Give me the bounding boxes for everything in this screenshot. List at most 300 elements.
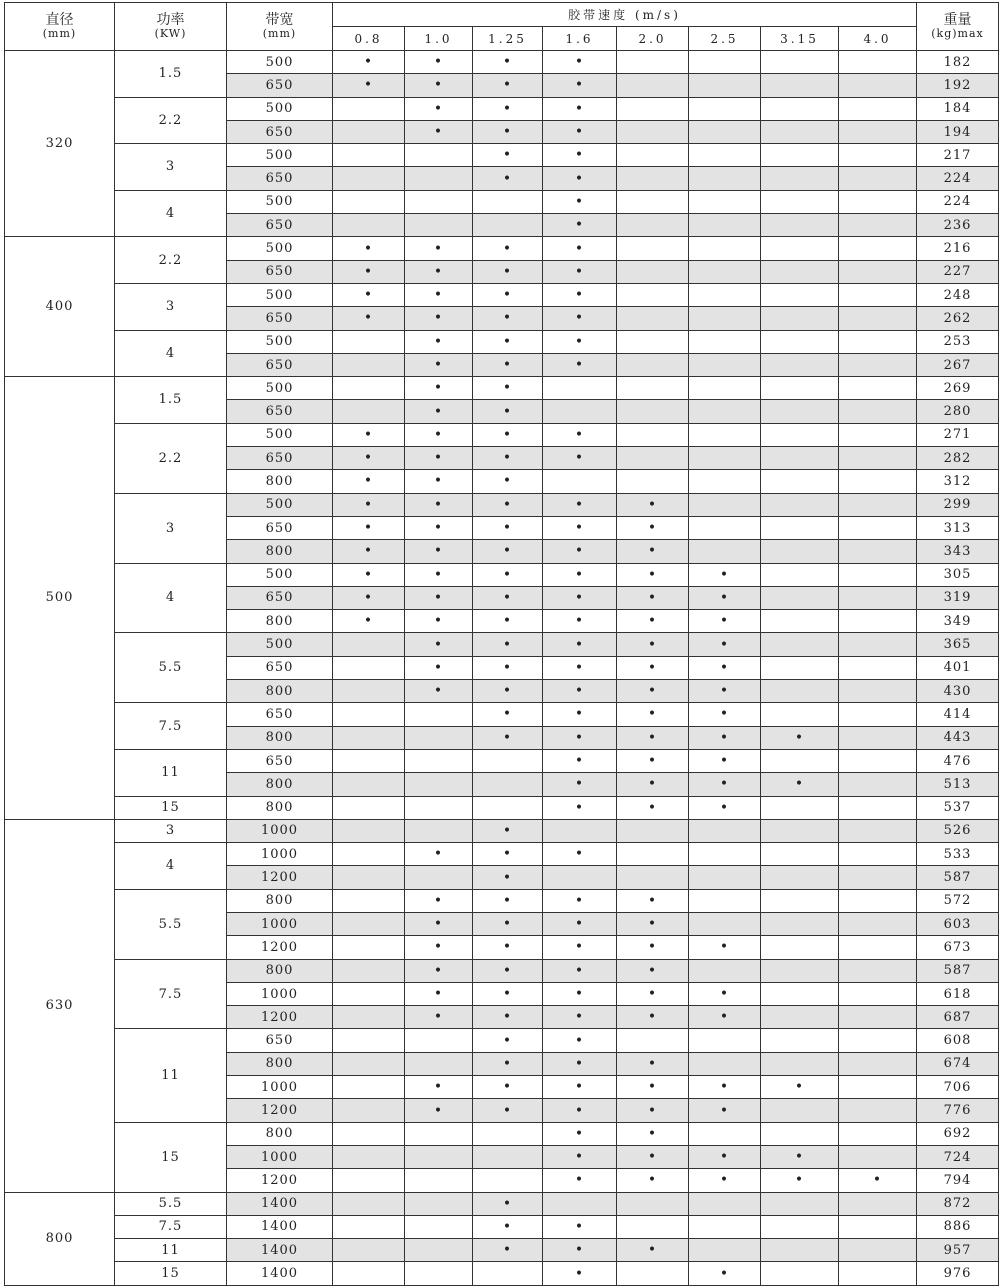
speed-availability-cell (689, 330, 761, 353)
speed-availability-cell (689, 540, 761, 563)
belt-width-cell: 800 (227, 796, 333, 819)
diameter-cell: 630 (5, 819, 115, 1192)
belt-width-cell: 650 (227, 214, 333, 237)
weight-cell: 365 (917, 633, 999, 656)
speed-availability-cell (839, 307, 917, 330)
speed-availability-cell (761, 470, 839, 493)
speed-availability-cell (761, 1006, 839, 1029)
belt-width-cell: 800 (227, 889, 333, 912)
speed-availability-cell: • (405, 97, 473, 120)
speed-availability-cell: • (333, 610, 405, 633)
weight-cell: 401 (917, 656, 999, 679)
speed-availability-cell (761, 703, 839, 726)
speed-availability-cell: • (473, 51, 543, 74)
speed-availability-cell: • (617, 680, 689, 703)
speed-availability-cell: • (405, 260, 473, 283)
speed-availability-cell (761, 749, 839, 772)
table-row (5, 843, 999, 866)
speed-availability-cell (405, 819, 473, 842)
table-row (5, 377, 999, 400)
belt-speed-header: 胶带速度 (m/s) (333, 3, 917, 27)
belt-width-cell: 1000 (227, 1145, 333, 1168)
speed-availability-cell: • (473, 633, 543, 656)
speed-header-cell: 4.0 (839, 27, 917, 51)
speed-availability-cell (839, 51, 917, 74)
speed-availability-cell: • (543, 633, 617, 656)
speed-availability-cell: • (617, 889, 689, 912)
power-cell: 4 (115, 563, 227, 633)
speed-availability-cell (405, 1029, 473, 1052)
belt-width-cell: 650 (227, 74, 333, 97)
speed-availability-cell (839, 423, 917, 446)
speed-availability-cell: • (543, 726, 617, 749)
weight-cell: 537 (917, 796, 999, 819)
speed-availability-cell: • (543, 97, 617, 120)
weight-cell: 414 (917, 703, 999, 726)
speed-availability-cell: • (405, 51, 473, 74)
speed-availability-cell (839, 866, 917, 889)
speed-availability-cell (689, 260, 761, 283)
speed-availability-cell: • (473, 540, 543, 563)
speed-availability-cell: • (473, 819, 543, 842)
belt-width-cell: 1000 (227, 982, 333, 1005)
speed-availability-cell: • (689, 749, 761, 772)
speed-availability-cell: • (543, 1239, 617, 1262)
speed-availability-cell (839, 633, 917, 656)
speed-availability-cell (617, 400, 689, 423)
speed-availability-cell (761, 1239, 839, 1262)
table-row (5, 423, 999, 446)
speed-availability-cell (761, 889, 839, 912)
speed-availability-cell: • (333, 283, 405, 306)
speed-availability-cell (839, 1262, 917, 1285)
speed-availability-cell (761, 493, 839, 516)
belt-width-cell: 500 (227, 493, 333, 516)
speed-availability-cell (617, 51, 689, 74)
speed-availability-cell: • (473, 120, 543, 143)
speed-availability-cell: • (543, 1099, 617, 1122)
speed-availability-cell (543, 400, 617, 423)
speed-availability-cell (617, 447, 689, 470)
speed-availability-cell: • (405, 843, 473, 866)
speed-availability-cell (333, 843, 405, 866)
drum-spec-table (4, 2, 999, 1286)
belt-width-cell: 650 (227, 400, 333, 423)
speed-availability-cell (333, 1239, 405, 1262)
weight-cell: 872 (917, 1192, 999, 1215)
table-row (5, 144, 999, 167)
speed-availability-cell: • (473, 400, 543, 423)
belt-width-cell: 650 (227, 586, 333, 609)
speed-availability-cell (689, 51, 761, 74)
power-cell: 2.2 (115, 97, 227, 144)
speed-availability-cell (333, 796, 405, 819)
power-cell: 4 (115, 330, 227, 377)
speed-availability-cell (333, 377, 405, 400)
power-cell: 4 (115, 190, 227, 237)
speed-availability-cell: • (333, 516, 405, 539)
speed-availability-cell: • (689, 610, 761, 633)
speed-availability-cell (405, 1169, 473, 1192)
speed-availability-cell: • (543, 493, 617, 516)
speed-availability-cell: • (689, 796, 761, 819)
speed-availability-cell: • (689, 656, 761, 679)
belt-width-cell: 650 (227, 749, 333, 772)
speed-availability-cell (761, 214, 839, 237)
belt-width-cell: 500 (227, 563, 333, 586)
speed-availability-cell: • (473, 866, 543, 889)
power-cell: 5.5 (115, 1192, 227, 1215)
speed-availability-cell: • (473, 1052, 543, 1075)
speed-availability-cell: • (761, 726, 839, 749)
speed-availability-cell: • (473, 610, 543, 633)
speed-availability-cell: • (405, 120, 473, 143)
belt-width-cell: 1000 (227, 1076, 333, 1099)
speed-availability-cell: • (543, 260, 617, 283)
speed-availability-cell: • (543, 912, 617, 935)
speed-availability-cell: • (543, 190, 617, 213)
speed-availability-cell: • (689, 703, 761, 726)
speed-availability-cell: • (543, 1145, 617, 1168)
speed-availability-cell: • (543, 843, 617, 866)
power-header (115, 3, 227, 51)
speed-availability-cell: • (543, 796, 617, 819)
speed-availability-cell (689, 1052, 761, 1075)
belt-width-cell: 500 (227, 633, 333, 656)
speed-availability-cell (617, 214, 689, 237)
speed-availability-cell (761, 237, 839, 260)
speed-availability-cell: • (405, 959, 473, 982)
speed-availability-cell (473, 190, 543, 213)
speed-availability-cell (689, 423, 761, 446)
speed-availability-cell (543, 819, 617, 842)
speed-availability-cell (617, 423, 689, 446)
weight-cell: 587 (917, 866, 999, 889)
speed-availability-cell: • (617, 796, 689, 819)
weight-cell: 608 (917, 1029, 999, 1052)
speed-availability-cell (333, 680, 405, 703)
weight-cell: 319 (917, 586, 999, 609)
belt-width-cell: 1200 (227, 1099, 333, 1122)
speed-availability-cell: • (543, 1076, 617, 1099)
speed-availability-cell (839, 214, 917, 237)
speed-availability-cell: • (617, 1122, 689, 1145)
speed-availability-cell (761, 540, 839, 563)
speed-availability-cell (689, 214, 761, 237)
weight-cell: 603 (917, 912, 999, 935)
power-cell: 5.5 (115, 633, 227, 703)
speed-availability-cell (617, 330, 689, 353)
speed-availability-cell (405, 167, 473, 190)
speed-availability-cell: • (473, 1029, 543, 1052)
speed-availability-cell: • (473, 656, 543, 679)
speed-availability-cell (333, 167, 405, 190)
speed-availability-cell (333, 214, 405, 237)
table-row (5, 819, 999, 842)
speed-availability-cell (839, 353, 917, 376)
speed-availability-cell (405, 773, 473, 796)
speed-availability-cell (405, 144, 473, 167)
speed-availability-cell: • (405, 1099, 473, 1122)
weight-cell: 724 (917, 1145, 999, 1168)
speed-availability-cell (333, 1122, 405, 1145)
speed-availability-cell (839, 493, 917, 516)
speed-availability-cell (839, 726, 917, 749)
weight-cell: 253 (917, 330, 999, 353)
speed-availability-cell: • (473, 283, 543, 306)
weight-cell: 269 (917, 377, 999, 400)
speed-availability-cell (839, 144, 917, 167)
speed-availability-cell: • (543, 749, 617, 772)
belt-width-cell: 500 (227, 190, 333, 213)
speed-availability-cell: • (617, 656, 689, 679)
speed-availability-cell (761, 866, 839, 889)
speed-availability-cell (405, 1192, 473, 1215)
weight-cell: 312 (917, 470, 999, 493)
speed-availability-cell (839, 982, 917, 1005)
speed-availability-cell: • (405, 680, 473, 703)
speed-availability-cell (617, 1192, 689, 1215)
speed-availability-cell (689, 283, 761, 306)
speed-availability-cell (839, 819, 917, 842)
power-cell: 3 (115, 493, 227, 563)
belt-width-cell: 650 (227, 1029, 333, 1052)
speed-availability-cell (689, 889, 761, 912)
speed-availability-cell (333, 1262, 405, 1285)
speed-availability-cell: • (473, 260, 543, 283)
weight-cell: 687 (917, 1006, 999, 1029)
belt-width-cell: 1200 (227, 1006, 333, 1029)
speed-availability-cell (839, 796, 917, 819)
speed-availability-cell (405, 726, 473, 749)
speed-availability-cell (689, 97, 761, 120)
belt-width-cell: 650 (227, 353, 333, 376)
speed-availability-cell: • (617, 936, 689, 959)
speed-availability-cell (333, 97, 405, 120)
speed-availability-cell (617, 470, 689, 493)
speed-availability-cell: • (543, 447, 617, 470)
speed-availability-cell: • (543, 1006, 617, 1029)
belt-width-header (227, 3, 333, 51)
speed-availability-cell (689, 1122, 761, 1145)
belt-width-cell: 800 (227, 540, 333, 563)
speed-availability-cell (405, 749, 473, 772)
speed-availability-cell (473, 749, 543, 772)
weight-cell: 224 (917, 190, 999, 213)
speed-availability-cell: • (333, 237, 405, 260)
speed-availability-cell (473, 773, 543, 796)
speed-availability-cell (761, 51, 839, 74)
speed-availability-cell (473, 1122, 543, 1145)
belt-width-cell: 1000 (227, 843, 333, 866)
weight-cell: 443 (917, 726, 999, 749)
speed-availability-cell (333, 866, 405, 889)
speed-availability-cell (839, 563, 917, 586)
speed-availability-cell (333, 1099, 405, 1122)
speed-availability-cell: • (839, 1169, 917, 1192)
speed-availability-cell: • (473, 563, 543, 586)
speed-availability-cell: • (617, 982, 689, 1005)
speed-availability-cell: • (689, 680, 761, 703)
diameter-cell: 800 (5, 1192, 115, 1285)
weight-cell: 271 (917, 423, 999, 446)
speed-availability-cell (839, 1029, 917, 1052)
speed-availability-cell (761, 1122, 839, 1145)
speed-availability-cell: • (473, 726, 543, 749)
speed-availability-cell (617, 167, 689, 190)
table-header (5, 3, 999, 51)
speed-availability-cell: • (689, 982, 761, 1005)
speed-availability-cell: • (473, 237, 543, 260)
speed-availability-cell: • (617, 1006, 689, 1029)
speed-availability-cell (689, 120, 761, 143)
speed-availability-cell: • (543, 51, 617, 74)
weight-cell: 349 (917, 610, 999, 633)
speed-availability-cell (333, 633, 405, 656)
speed-availability-cell (333, 656, 405, 679)
speed-availability-cell: • (543, 656, 617, 679)
speed-availability-cell: • (333, 260, 405, 283)
speed-availability-cell (761, 307, 839, 330)
speed-availability-cell (617, 307, 689, 330)
speed-availability-cell (839, 447, 917, 470)
speed-availability-cell: • (333, 51, 405, 74)
weight-label: 重量 (943, 11, 972, 28)
diameter-cell: 400 (5, 237, 115, 377)
speed-availability-cell (761, 796, 839, 819)
speed-availability-cell (333, 120, 405, 143)
speed-availability-cell (761, 656, 839, 679)
speed-availability-cell (839, 1052, 917, 1075)
speed-availability-cell: • (543, 120, 617, 143)
speed-availability-cell (839, 912, 917, 935)
speed-availability-cell: • (543, 703, 617, 726)
speed-availability-cell (761, 283, 839, 306)
speed-availability-cell: • (333, 470, 405, 493)
table-row (5, 796, 999, 819)
speed-availability-cell (761, 1262, 839, 1285)
power-cell: 11 (115, 1239, 227, 1262)
belt-width-cell: 650 (227, 260, 333, 283)
speed-availability-cell (689, 353, 761, 376)
speed-availability-cell (333, 819, 405, 842)
table-row (5, 330, 999, 353)
speed-availability-cell (689, 400, 761, 423)
speed-availability-cell: • (543, 1215, 617, 1238)
speed-availability-cell (333, 330, 405, 353)
weight-cell: 957 (917, 1239, 999, 1262)
speed-availability-cell (839, 167, 917, 190)
weight-cell: 526 (917, 819, 999, 842)
diameter-cell: 320 (5, 51, 115, 237)
speed-availability-cell: • (473, 982, 543, 1005)
speed-availability-cell: • (405, 912, 473, 935)
power-cell: 15 (115, 1122, 227, 1192)
speed-availability-cell: • (473, 1076, 543, 1099)
weight-cell: 673 (917, 936, 999, 959)
belt-width-cell: 800 (227, 773, 333, 796)
speed-availability-cell (839, 749, 917, 772)
speed-availability-cell: • (473, 912, 543, 935)
speed-availability-cell: • (689, 1169, 761, 1192)
table-row (5, 1239, 999, 1262)
speed-availability-cell (689, 866, 761, 889)
speed-availability-cell: • (689, 936, 761, 959)
speed-availability-cell: • (543, 516, 617, 539)
weight-cell: 248 (917, 283, 999, 306)
speed-availability-cell (473, 1169, 543, 1192)
weight-cell: 572 (917, 889, 999, 912)
speed-availability-cell (839, 1006, 917, 1029)
speed-availability-cell (405, 214, 473, 237)
weight-cell: 794 (917, 1169, 999, 1192)
belt-width-cell: 1200 (227, 1169, 333, 1192)
table-row (5, 1215, 999, 1238)
speed-availability-cell (333, 982, 405, 1005)
speed-header-cell: 1.6 (543, 27, 617, 51)
speed-availability-cell: • (689, 726, 761, 749)
belt-width-cell: 800 (227, 1122, 333, 1145)
speed-availability-cell (473, 1262, 543, 1285)
speed-availability-cell (839, 97, 917, 120)
speed-availability-cell: • (405, 493, 473, 516)
speed-availability-cell: • (405, 1076, 473, 1099)
speed-availability-cell: • (617, 1099, 689, 1122)
speed-availability-cell (689, 493, 761, 516)
speed-availability-cell (839, 260, 917, 283)
speed-availability-cell (543, 377, 617, 400)
speed-availability-cell: • (543, 307, 617, 330)
speed-availability-cell (761, 120, 839, 143)
speed-availability-cell: • (333, 423, 405, 446)
belt-width-cell: 500 (227, 377, 333, 400)
belt-width-cell: 1400 (227, 1215, 333, 1238)
speed-availability-cell: • (543, 959, 617, 982)
speed-availability-cell (761, 330, 839, 353)
belt-width-cell: 650 (227, 656, 333, 679)
speed-availability-cell: • (617, 912, 689, 935)
speed-availability-cell (543, 1192, 617, 1215)
weight-cell: 343 (917, 540, 999, 563)
speed-availability-cell (761, 936, 839, 959)
speed-availability-cell: • (473, 680, 543, 703)
power-cell: 11 (115, 749, 227, 796)
speed-availability-cell: • (689, 563, 761, 586)
speed-availability-cell: • (405, 283, 473, 306)
table-row (5, 563, 999, 586)
weight-cell: 280 (917, 400, 999, 423)
speed-availability-cell (333, 749, 405, 772)
weight-cell: 192 (917, 74, 999, 97)
belt-width-cell: 1400 (227, 1192, 333, 1215)
weight-cell: 430 (917, 680, 999, 703)
speed-availability-cell: • (333, 540, 405, 563)
speed-availability-cell: • (617, 726, 689, 749)
speed-availability-cell (839, 516, 917, 539)
weight-cell: 706 (917, 1076, 999, 1099)
speed-availability-cell (761, 1215, 839, 1238)
speed-availability-cell: • (761, 1169, 839, 1192)
speed-availability-cell: • (473, 377, 543, 400)
speed-availability-cell (689, 516, 761, 539)
speed-availability-cell (761, 377, 839, 400)
weight-cell: 305 (917, 563, 999, 586)
speed-availability-cell: • (473, 959, 543, 982)
speed-availability-cell: • (473, 74, 543, 97)
weight-header (917, 3, 999, 51)
speed-availability-cell (839, 540, 917, 563)
speed-availability-cell: • (405, 563, 473, 586)
